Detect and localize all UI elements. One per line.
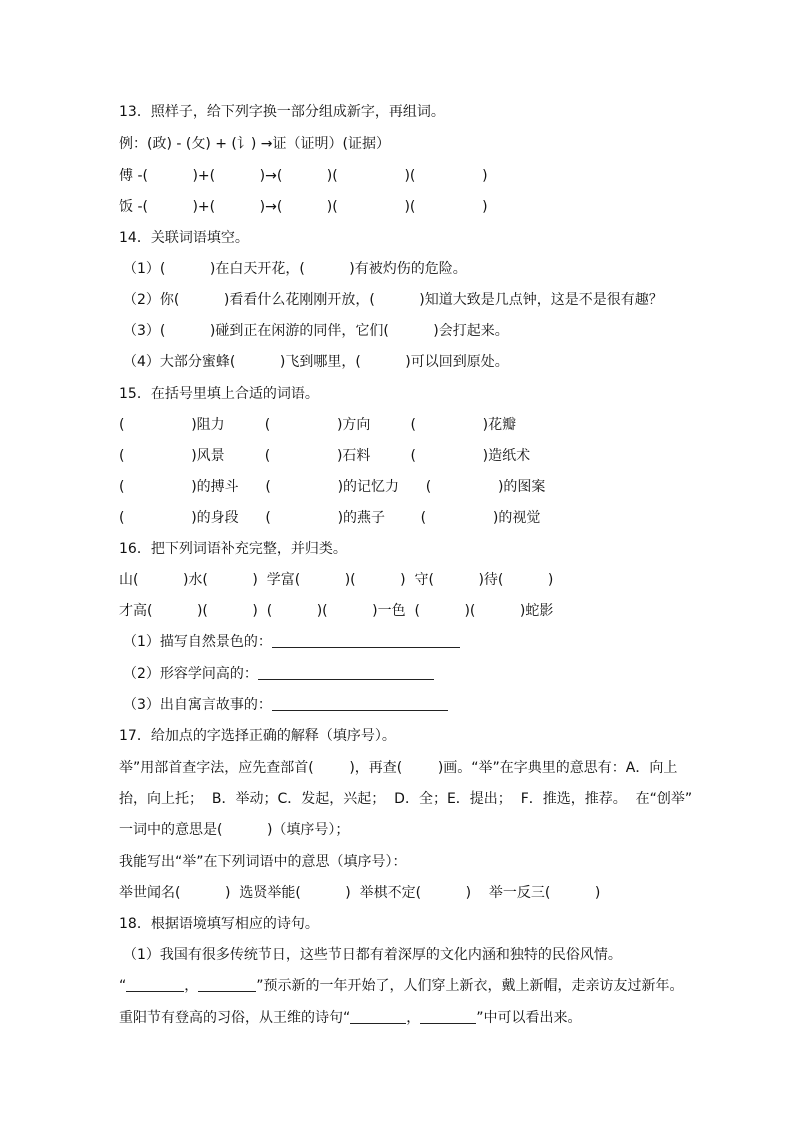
q18-item-1: （1）我国有很多传统节日，这些节日都有着深厚的文化内涵和独特的民俗风情。 [123,947,622,963]
q15-row-3: ( )的搏斗 ( )的记忆力 ( )的图案 [119,479,546,495]
q17-line-3: 一词中的意思是( )（填序号）； [119,822,350,838]
q14-item-1: （1）( )在白天开花，( )有被灼伤的危险。 [123,261,467,277]
q15-title: 15．在括号里填上合适的词语。 [119,386,319,402]
q14-title: 14．关联词语填空。 [119,230,249,246]
q18-line-2: “ ， ”预示新的一年开始了，人们穿上新衣，戴上新帽，走亲访友过新年。 [119,978,684,994]
q17-line-4: 我能写出“举”在下列词语中的意思（填序号）： [119,854,407,870]
q14-item-3: （3）( )碰到正在闲游的同伴，它们( )会打起来。 [123,323,509,339]
q17-line-1: 举”用部首查字法，应先查部首( )，再查( )画。“举”在字典里的意思有：A．向上 [119,760,678,776]
answer-blank[interactable] [272,696,448,711]
q15-row-2: ( )风景 ( )石料 ( )造纸术 [119,448,531,464]
q14-item-2: （2）你( )看看什么花刚刚开放，( )知道大致是几点钟，这是不是很有趣？ [123,292,663,308]
q16-item-1: （1）描写自然景色的： [123,632,460,652]
answer-blank[interactable] [198,977,256,992]
q16-row-1: 山( )水( ) 学富( )( ) 守( )待( ) [119,572,554,588]
q16-item-2: （2）形容学问高的： [123,664,434,684]
answer-blank[interactable] [350,1009,406,1024]
q13-row-1: 傅 -( )+( )→( )( )( ) [119,168,488,184]
q16-row-2: 才高( )( ) ( )( )一色 ( )( )蛇影 [119,603,554,619]
q13-title: 13．照样子，给下列字换一部分组成新字，再组词。 [119,104,445,120]
q17-title: 17．给加点的字选择正确的解释（填序号）。 [119,728,396,744]
q14-item-4: （4）大部分蜜蜂( )飞到哪里，( )可以回到原处。 [123,354,509,370]
q17-line-5: 举世闻名( ) 选贤举能( ) 举棋不定( ) 举一反三( ) [119,885,601,901]
q18-title: 18．根据语境填写相应的诗句。 [119,916,319,932]
q15-row-4: ( )的身段 ( )的燕子 ( )的视觉 [119,510,541,526]
q16-item-3: （3）出自寓言故事的： [123,695,448,715]
answer-blank[interactable] [258,665,434,680]
answer-blank[interactable] [420,1009,476,1024]
q15-row-1: ( )阻力 ( )方向 ( )花瓣 [119,417,517,433]
q17-line-2: 抬，向上托； B．举动；C．发起，兴起； D．全；E．提出； F．推选，推荐。 在“创举” [119,791,693,807]
answer-blank[interactable] [272,633,460,648]
q16-title: 16．把下列词语补充完整，并归类。 [119,541,347,557]
answer-blank[interactable] [126,977,184,992]
q13-row-2: 饭 -( )+( )→( )( )( ) [119,199,488,215]
q18-line-3: 重阳节有登高的习俗，从王维的诗句“ ， ”中可以看出来。 [119,1010,582,1026]
q13-example: 例：(政) - (攵) + (讠) →证（证明）(证据） [119,136,390,152]
